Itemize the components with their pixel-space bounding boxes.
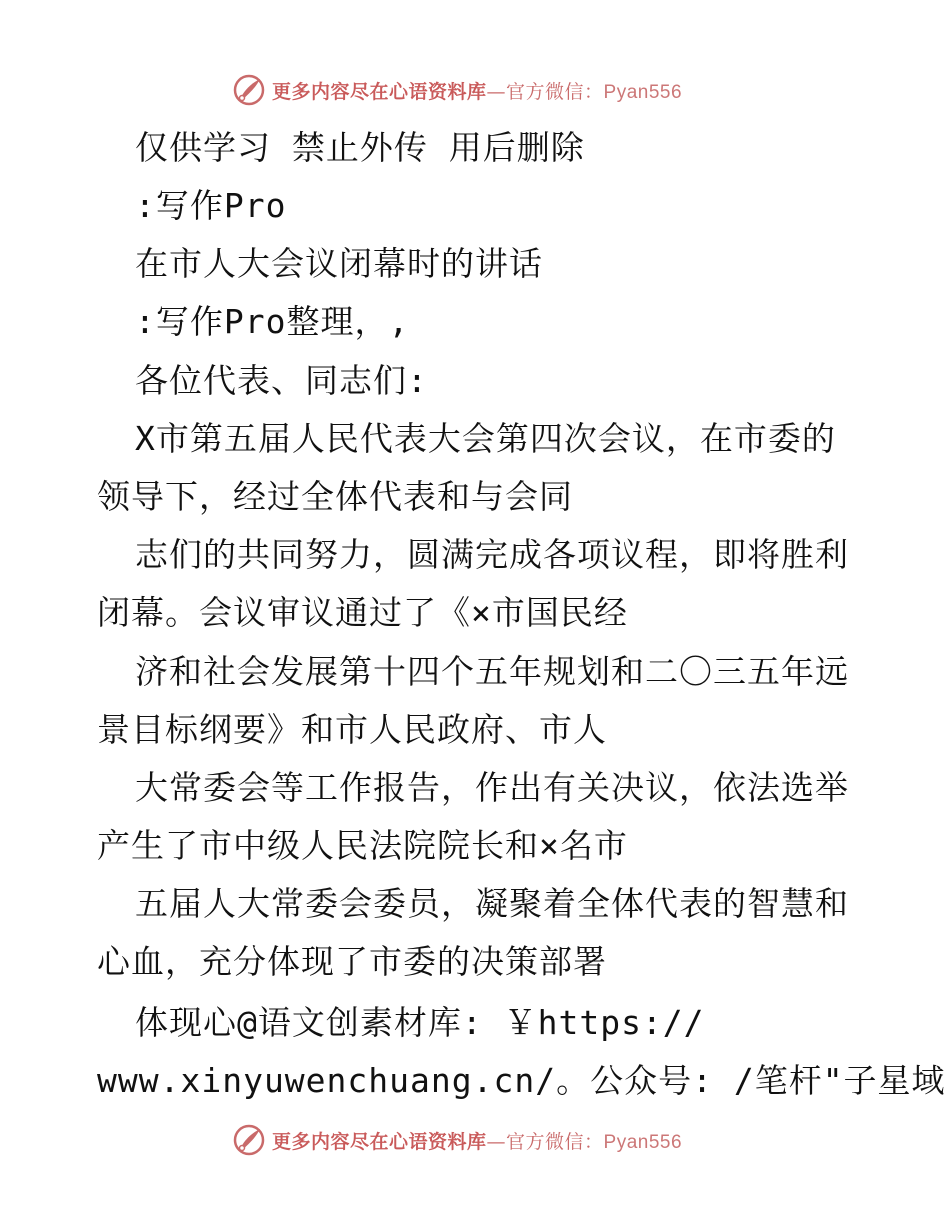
doc-line: 体现心@语文创素材库: ￥https://: [135, 1003, 705, 1042]
doc-line: www.xinyuwenchuang.cn/。公众号: /笔杆"子星域: [97, 1061, 946, 1100]
doc-line: 大常委会等工作报告，作出有关决议，依法选举: [135, 768, 849, 807]
footer-watermark: [232, 1120, 732, 1160]
watermark-brand: 更多内容尽在心语资料库: [272, 1130, 487, 1153]
watermark-brand: 更多内容尽在心语资料库: [272, 80, 487, 103]
doc-line: 心血，充分体现了市委的决策部署: [97, 942, 607, 981]
watermark-wechat-id: Pyan556: [603, 81, 683, 103]
doc-line: 产生了市中级人民法院院长和×名市: [97, 826, 628, 865]
watermark-text: [272, 77, 682, 104]
header-watermark: [232, 70, 732, 110]
quill-pen-icon: [232, 1123, 266, 1157]
quill-pen-icon: [232, 73, 266, 107]
doc-line: 领导下，经过全体代表和与会同: [97, 477, 573, 516]
doc-line: 在市人大会议闭幕时的讲话: [135, 244, 543, 283]
doc-line: :写作Pro整理，,: [135, 302, 410, 341]
watermark-wechat-id: Pyan556: [603, 1131, 683, 1153]
watermark-suffix: 官方微信：: [506, 80, 604, 103]
watermark-separator: —: [486, 1130, 507, 1153]
watermark-suffix: 官方微信：: [506, 1130, 604, 1153]
doc-line: 闭幕。会议审议通过了《×市国民经: [97, 593, 628, 632]
doc-line: 景目标纲要》和市人民政府、市人: [97, 710, 607, 749]
watermark-text: [272, 1127, 682, 1154]
watermark-separator: —: [486, 80, 507, 103]
doc-line: 各位代表、同志们:: [135, 361, 428, 400]
doc-line: 志们的共同努力，圆满完成各项议程，即将胜利: [135, 535, 849, 574]
doc-line: :写作Pro: [135, 186, 287, 225]
doc-line: 济和社会发展第十四个五年规划和二〇三五年远: [135, 652, 849, 691]
doc-line: X市第五届人民代表大会第四次会议，在市委的: [135, 419, 836, 458]
doc-line: 仅供学习 禁止外传 用后删除: [135, 128, 585, 167]
doc-line: 五届人大常委会委员，凝聚着全体代表的智慧和: [135, 884, 849, 923]
